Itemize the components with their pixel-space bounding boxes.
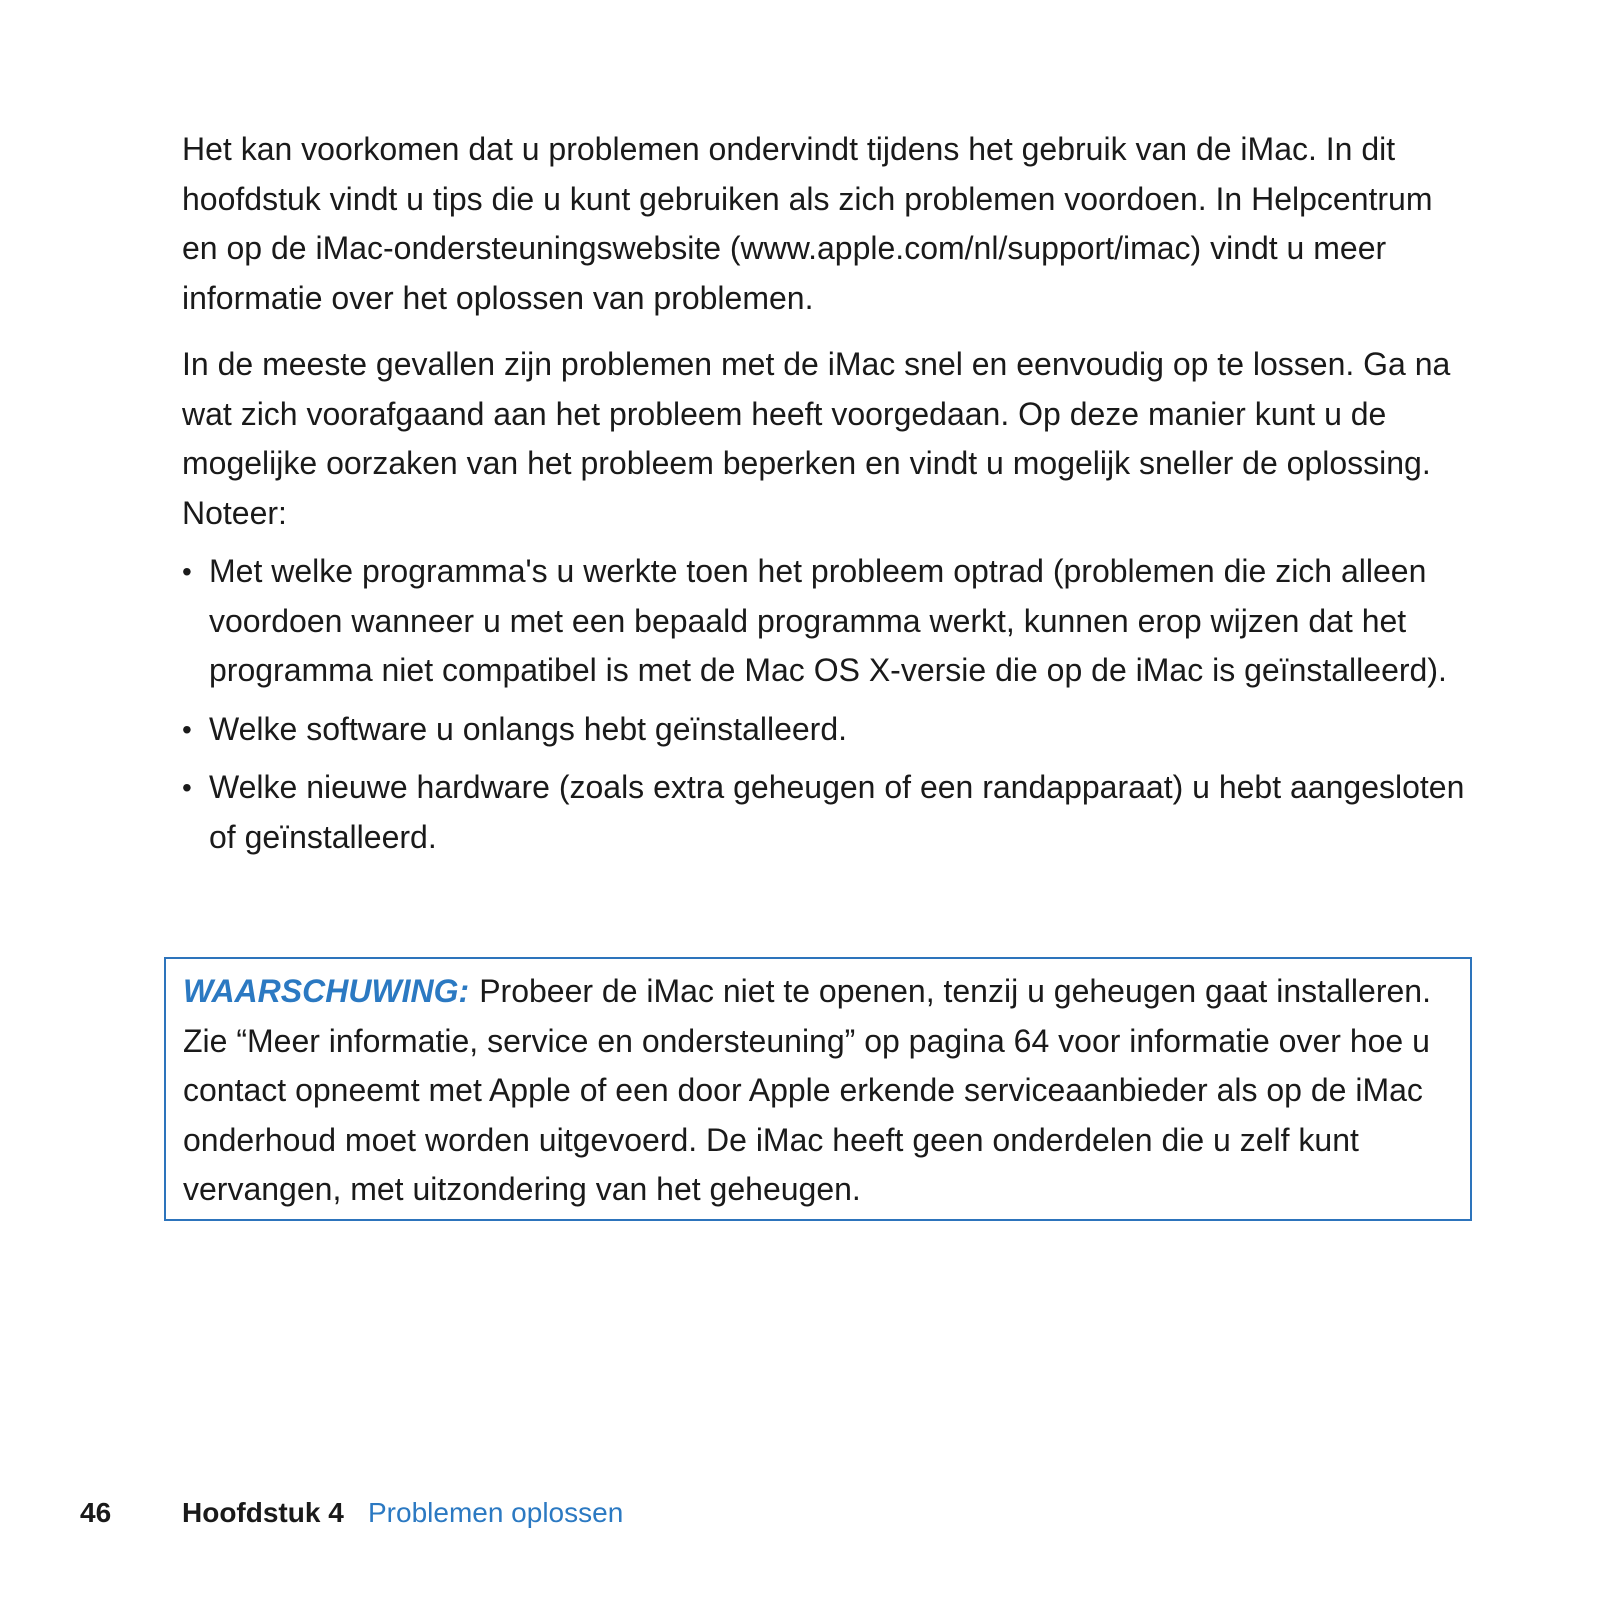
list-item — [182, 705, 1472, 755]
chapter-title: Problemen oplossen — [368, 1497, 624, 1528]
page-body — [182, 125, 1472, 862]
chapter-label: Hoofdstuk 4 — [182, 1497, 344, 1528]
list-item-text: Welke nieuwe hardware (zoals extra geheugen of een randapparaat) u hebt aangesloten of geïnstalleerd. — [209, 769, 1465, 855]
checklist — [182, 547, 1472, 862]
context-paragraph: In de meeste gevallen zijn problemen met de iMac snel en eenvoudig op te lossen. Ga na wat zich voorafgaand aan het probleem heeft voorgedaan. Op deze manier kunt u de mogelijke oorzaken van het probleem beperken en vindt u mogelijk sneller de oplossing. Noteer: — [182, 346, 1451, 531]
bullet-icon: • — [182, 772, 192, 803]
bullet-icon: • — [182, 556, 192, 587]
bullet-icon: • — [182, 713, 192, 745]
list-item — [182, 763, 1472, 862]
list-item-text: Welke software u onlangs hebt geïnstalleerd. — [209, 710, 848, 747]
page-footer — [0, 1493, 1600, 1533]
page-number: 46 — [80, 1497, 112, 1528]
warning-text: Probeer de iMac niet te openen, tenzij u geheugen gaat installeren. Zie “Meer informatie, service en ondersteuning” op pagina 64 voor informatie over hoe u contact opneemt met Apple of een door Apple erkende serviceaanbieder als op de iMac onderhoud moet worden uitgevoerd. De iMac heeft geen onderdelen die u zelf kunt vervangen, met uitzondering van het geheugen. — [183, 973, 1431, 1207]
warning-paragraph — [183, 967, 1454, 1215]
list-item — [182, 547, 1472, 696]
warning-label: WAARSCHUWING: — [183, 973, 470, 1009]
intro-paragraph: Het kan voorkomen dat u problemen ondervindt tijdens het gebruik van de iMac. In dit hoofdstuk vindt u tips die u kunt gebruiken als zich problemen voordoen. In Helpcentrum en op de iMac-ondersteuningswebsite (www.apple.com/nl/support/imac) vindt u meer informatie over het oplossen van problemen. — [182, 131, 1433, 316]
list-item-text: Met welke programma's u werkte toen het probleem optrad (problemen die zich alleen voordoen wanneer u met een bepaald programma werkt, kunnen erop wijzen dat het programma niet compatibel is met de Mac OS X-versie die op de iMac is geïnstalleerd). — [209, 553, 1447, 688]
warning-box — [164, 957, 1472, 1221]
